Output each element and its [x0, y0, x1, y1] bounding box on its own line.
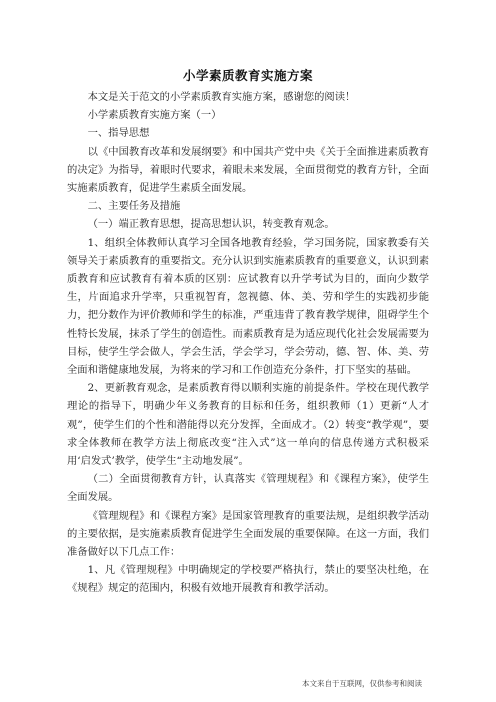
paragraph-item-2-update-concepts: 2、更新教育观念，是素质教育得以顺利实施的前提条件。学校在现代教学理论的指导下，明确少年义务教育的目标和任务，组织教师（1）更新“人才观”，使学生们的个性和潜能得以充分发挥，全面成才。（2）转变“教学观”，要求全体教师在教学方法上彻底改变“注入式”这一单向的信息传递方式积极采用‘启发式’教学，使学生“主动地发展”。	[67, 382, 429, 468]
paragraph-plan-heading: 小学素质教育实施方案（一）	[87, 109, 222, 122]
subheading-correct-thinking: （一）端正教育思想，提高思想认识，转变教育观念。	[87, 218, 335, 231]
paragraph-intro: 本文是关于范文的小学素质教育实施方案，感谢您的阅读！	[87, 91, 356, 103]
paragraph-item-1-regulations: 1、凡《管理规程》中明确规定的学校要严格执行，禁止的要坚决杜绝，在《规程》规定的范围内，积极有效地开展教育和教学活动。	[67, 564, 429, 595]
subheading-implement-policy: （二）全面贯彻教育方针，认真落实《管理规程》和《课程方案》，使学生全面发展。	[67, 473, 429, 504]
paragraph-item-1-study: 1、组织全体教师认真学习全国各地教育经验，学习国务院，国家教委有关领导关于素质教育的重要指文。充分认识到实施素质教育的重要意义，认识到素质教育和应试教育有着本质的区别：应试教育以升学考试为目的，面向少数学生，片面追求升学率，只重视智育，忽视德、体、美、劳和学生的实践初步能力，把分数作为评价教师和学生的标准，严重违背了教育教学规律，阻碍学生个性特长发展，抹杀了学生的创造性。而素质教育是为适应现代化社会发展需要为目标，使学生学会做人，学会生活，学会学习，学会劳动，德、智、体、美、劳全面和谐健康地发展，为将来的学习和工作创造充分条件，打下坚实的基础。	[67, 236, 429, 377]
section-heading-tasks-measures: 二、主要任务及措施	[87, 200, 181, 213]
document-body	[67, 88, 429, 598]
paragraph-regulations: 《管理规程》和《课程方案》是国家管理教育的重要法规，是组织教学活动的主要依据，是实施素质教育促进学生全面发展的重要保障。在这一方面，我们准备做好以下几点工作：	[67, 509, 429, 559]
paragraph-guiding-ideology: 以《中国教育改革和发展纲要》和中国共产党中央《关于全面推进素质教育的决定》为指导，着眼时代要求，着眼未来发展，全面贯彻党的教育方针，全面实施素质教育，促进学生素质全面发展。	[67, 145, 429, 195]
footer-note: 本文来自于互联网，仅供参考和阅读	[302, 679, 422, 688]
document-title: 小学素质教育实施方案	[182, 68, 313, 83]
section-heading-guiding-ideology: 一、指导思想	[87, 127, 150, 140]
